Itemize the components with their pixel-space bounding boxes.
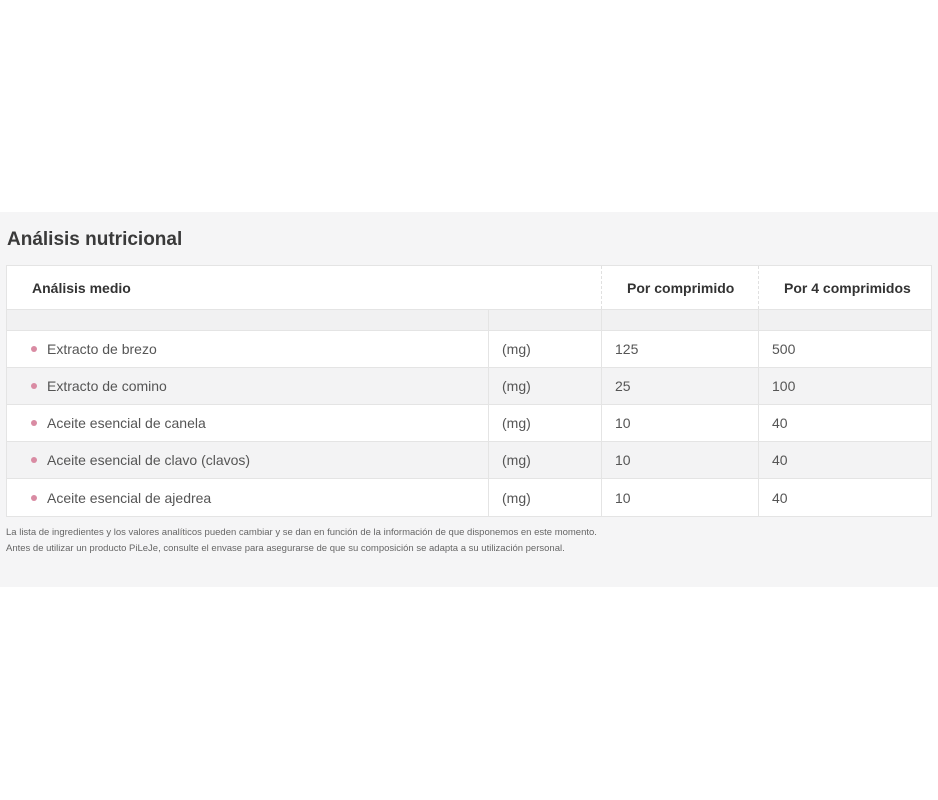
- value-per-tablet: 125: [601, 331, 758, 367]
- value-per-tablet: 10: [601, 479, 758, 516]
- value-per-four-tablets: 500: [758, 331, 931, 367]
- table-row: [7, 368, 931, 405]
- bullet-icon: [31, 457, 37, 463]
- nutrition-table: [6, 265, 932, 517]
- value-per-tablet: 10: [601, 442, 758, 478]
- bullet-icon: [31, 420, 37, 426]
- ingredient-name: Aceite esencial de ajedrea: [47, 489, 212, 506]
- disclaimer-line: La lista de ingredientes y los valores analíticos pueden cambiar y se dan en función de la información de que disponemos en este momento.: [6, 527, 597, 538]
- section-title: Análisis nutricional: [7, 229, 183, 250]
- nutrition-panel: [0, 212, 938, 587]
- value-per-four-tablets: 40: [758, 405, 931, 441]
- value-per-tablet: 25: [601, 368, 758, 404]
- ingredient-unit: (mg): [488, 331, 601, 367]
- table-row: [7, 479, 931, 516]
- ingredient-name: Aceite esencial de canela: [47, 415, 206, 431]
- value-per-four-tablets: 100: [758, 368, 931, 404]
- value-per-four-tablets: 40: [758, 479, 931, 516]
- bullet-icon: [31, 346, 37, 352]
- table-row: [7, 442, 931, 479]
- table-row: [7, 331, 931, 368]
- ingredient-unit: (mg): [488, 442, 601, 478]
- ingredient-unit: (mg): [488, 479, 601, 516]
- header-per-tablet: Por comprimido: [601, 266, 758, 309]
- table-spacer-row: [7, 310, 931, 331]
- table-row: [7, 405, 931, 442]
- value-per-four-tablets: 40: [758, 442, 931, 478]
- ingredient-name: Aceite esencial de clavo (clavos): [47, 452, 251, 468]
- header-analysis: Análisis medio: [32, 279, 131, 296]
- bullet-icon: [31, 383, 37, 389]
- value-per-tablet: 10: [601, 405, 758, 441]
- header-per-four-tablets: Por 4 comprimidos: [758, 266, 931, 309]
- ingredient-name: Extracto de comino: [47, 378, 167, 394]
- bullet-icon: [31, 495, 37, 501]
- disclaimer-notes: [6, 525, 597, 557]
- ingredient-name: Extracto de brezo: [47, 341, 157, 357]
- ingredient-unit: (mg): [488, 405, 601, 441]
- disclaimer-line: Antes de utilizar un producto PiLeJe, consulte el envase para asegurarse de que su composición se adapta a su utilización personal.: [6, 543, 565, 554]
- table-header-row: [7, 266, 931, 310]
- ingredient-unit: (mg): [488, 368, 601, 404]
